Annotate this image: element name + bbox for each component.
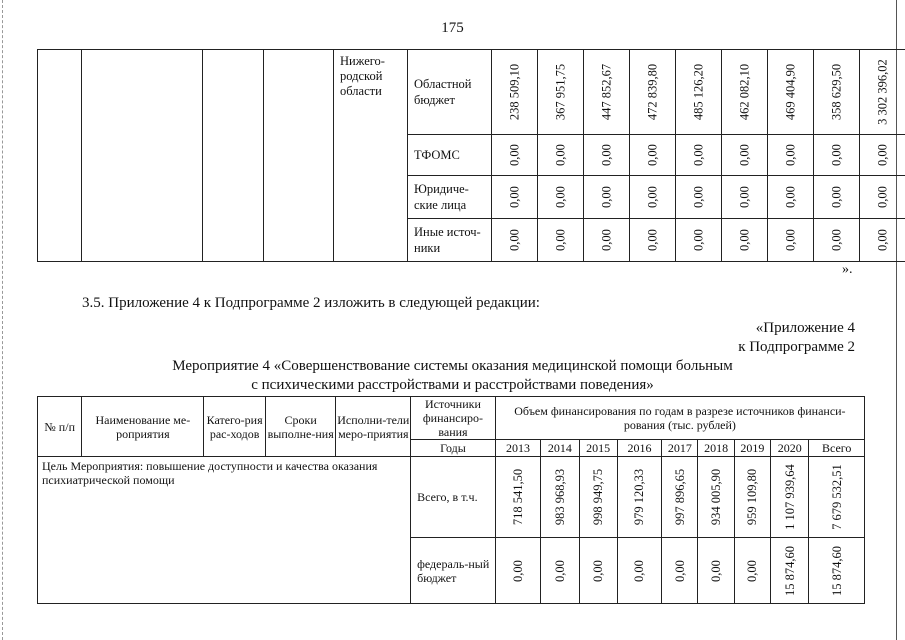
value-cell: 367 951,75: [538, 50, 584, 135]
value-cell: 0,00: [698, 538, 734, 604]
value-cell: 0,00: [860, 219, 905, 262]
header-num: № п/п: [38, 397, 82, 457]
value-cell: 485 126,20: [676, 50, 722, 135]
value-cell: 0,00: [584, 219, 630, 262]
cell-empty: [82, 50, 203, 262]
funding-table-continued: [37, 49, 905, 262]
value-cell: 998 949,75: [579, 457, 617, 538]
value-cell: 0,00: [676, 176, 722, 219]
value-cell: 0,00: [617, 538, 661, 604]
value-cell: 0,00: [768, 219, 814, 262]
amendment-paragraph: 3.5. Приложение 4 к Подпрограмме 2 изложить в следующей редакции:: [82, 295, 540, 311]
header-year: 2017: [662, 440, 698, 457]
measure-goal: Цель Мероприятия: повышение доступности и качества оказания психиатрической помощи: [38, 457, 411, 604]
value-cell: 0,00: [722, 219, 768, 262]
measure-title-line-2: с психическими расстройствами и расстройствами поведения»: [251, 377, 654, 393]
value-cell: 0,00: [768, 135, 814, 176]
value-cell: 0,00: [814, 176, 860, 219]
value-cell: 0,00: [814, 135, 860, 176]
appendix-line-1: «Приложение 4: [755, 320, 855, 336]
source-label: ТФОМС: [408, 135, 492, 176]
value-cell: 0,00: [814, 219, 860, 262]
value-cell: 0,00: [734, 538, 770, 604]
value-cell: 934 005,90: [698, 457, 734, 538]
value-cell: 0,00: [584, 176, 630, 219]
value-cell: 0,00: [538, 135, 584, 176]
value-cell: 0,00: [492, 219, 538, 262]
measure-title-line-1: Мероприятие 4 «Совершенствование системы оказания медицинской помощи больным: [172, 358, 733, 374]
source-label: Областной бюджет: [408, 50, 492, 135]
header-year-total: Всего: [809, 440, 865, 457]
value-cell: 997 896,65: [662, 457, 698, 538]
header-volume: Объем финансирования по годам в разрезе источников финанси-рования (тыс. рублей): [495, 397, 864, 440]
header-year: 2018: [698, 440, 734, 457]
value-cell: 358 629,50: [814, 50, 860, 135]
region-label: Нижего- родской области: [334, 50, 408, 262]
value-cell: 0,00: [662, 538, 698, 604]
header-year: 2016: [617, 440, 661, 457]
value-cell: 462 082,10: [722, 50, 768, 135]
value-cell: 1 107 939,64: [771, 457, 809, 538]
value-cell: 0,00: [630, 135, 676, 176]
value-cell: 983 968,93: [541, 457, 579, 538]
value-cell: 472 839,80: [630, 50, 676, 135]
value-cell: 0,00: [860, 176, 905, 219]
cell-empty: [264, 50, 334, 262]
value-cell: 0,00: [492, 135, 538, 176]
cell-empty: [38, 50, 82, 262]
measure-funding-table: [37, 396, 865, 604]
value-cell: 238 509,10: [492, 50, 538, 135]
value-cell: 0,00: [630, 176, 676, 219]
value-cell: 0,00: [722, 135, 768, 176]
value-cell: 0,00: [630, 219, 676, 262]
header-sources: Источники финансиро-вания: [411, 397, 496, 440]
value-cell: 0,00: [541, 538, 579, 604]
header-terms: Сроки выполне-ния: [265, 397, 336, 457]
page-number: 175: [441, 20, 464, 36]
cell-empty: [203, 50, 264, 262]
value-cell: 3 302 396,02: [860, 50, 905, 135]
value-cell: 0,00: [860, 135, 905, 176]
header-year: 2019: [734, 440, 770, 457]
closing-quote: ».: [842, 262, 853, 277]
header-year: 2013: [495, 440, 540, 457]
value-cell: 447 852,67: [584, 50, 630, 135]
header-year: 2020: [771, 440, 809, 457]
value-cell: 0,00: [722, 176, 768, 219]
header-name: Наименование ме-роприятия: [82, 397, 204, 457]
value-cell: 0,00: [768, 176, 814, 219]
header-years-label: Годы: [411, 440, 496, 457]
header-category: Катего-рия рас-ходов: [204, 397, 266, 457]
value-cell: 0,00: [538, 219, 584, 262]
source-label: Иные источ-ники: [408, 219, 492, 262]
appendix-line-2: к Подпрограмме 2: [738, 339, 855, 355]
source-label: Юридиче-ские лица: [408, 176, 492, 219]
value-cell: 0,00: [492, 176, 538, 219]
header-executors: Исполни-тели меро-приятия: [336, 397, 411, 457]
value-cell: 959 109,80: [734, 457, 770, 538]
value-cell: 0,00: [676, 135, 722, 176]
value-cell: 7 679 532,51: [809, 457, 865, 538]
header-year: 2014: [541, 440, 579, 457]
value-cell: 0,00: [579, 538, 617, 604]
header-year: 2015: [579, 440, 617, 457]
value-cell: 0,00: [676, 219, 722, 262]
value-cell: 0,00: [584, 135, 630, 176]
value-cell: 718 541,50: [495, 457, 540, 538]
value-cell: 469 404,90: [768, 50, 814, 135]
binding-margin-line: [2, 0, 3, 640]
value-cell: 0,00: [495, 538, 540, 604]
value-cell: 15 874,60: [809, 538, 865, 604]
source-label: Всего, в т.ч.: [411, 457, 496, 538]
value-cell: 0,00: [538, 176, 584, 219]
value-cell: 15 874,60: [771, 538, 809, 604]
source-label: федераль-ный бюджет: [411, 538, 496, 604]
value-cell: 979 120,33: [617, 457, 661, 538]
